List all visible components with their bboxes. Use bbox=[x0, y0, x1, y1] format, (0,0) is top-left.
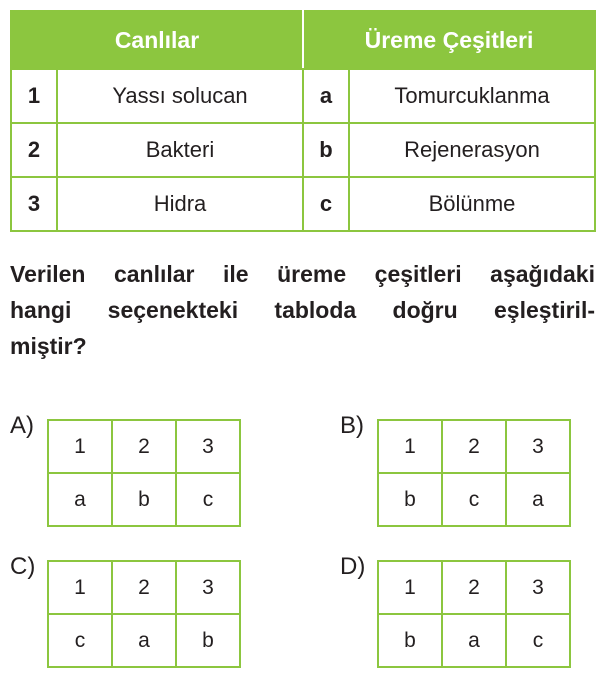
option-c-table[interactable] bbox=[47, 560, 241, 668]
table-row bbox=[11, 69, 595, 123]
option-cell: 2 bbox=[442, 420, 506, 473]
option-cell: c bbox=[176, 473, 240, 526]
option-b-label[interactable]: B) bbox=[340, 412, 364, 439]
question-line: hangi seçenekteki tabloda doğru eşleştiril- bbox=[10, 297, 595, 323]
option-cell: 1 bbox=[48, 420, 112, 473]
header-reproduction-types: Üreme Çeşitleri bbox=[303, 11, 595, 69]
option-a-label[interactable]: A) bbox=[10, 412, 34, 439]
question-text bbox=[10, 256, 595, 364]
row-number: 1 bbox=[11, 69, 57, 123]
organism-reproduction-table bbox=[10, 10, 596, 232]
option-cell: 3 bbox=[176, 561, 240, 614]
option-d-label[interactable]: D) bbox=[340, 553, 366, 580]
option-cell: 2 bbox=[442, 561, 506, 614]
option-cell: b bbox=[378, 473, 442, 526]
organism-cell: Hidra bbox=[57, 177, 303, 231]
option-a-table[interactable] bbox=[47, 419, 241, 527]
option-cell: 3 bbox=[506, 420, 570, 473]
option-d-table[interactable] bbox=[377, 560, 571, 668]
option-b-table[interactable] bbox=[377, 419, 571, 527]
option-cell: a bbox=[442, 614, 506, 667]
table-row bbox=[11, 123, 595, 177]
table-header-row bbox=[11, 11, 595, 69]
option-cell: a bbox=[506, 473, 570, 526]
option-cell: 1 bbox=[48, 561, 112, 614]
header-organisms: Canlılar bbox=[11, 11, 303, 69]
option-cell: a bbox=[48, 473, 112, 526]
option-cell: b bbox=[378, 614, 442, 667]
organism-cell: Bakteri bbox=[57, 123, 303, 177]
option-cell: c bbox=[442, 473, 506, 526]
row-letter: a bbox=[303, 69, 349, 123]
row-number: 3 bbox=[11, 177, 57, 231]
option-cell: b bbox=[112, 473, 176, 526]
option-cell: 1 bbox=[378, 420, 442, 473]
question-line: Verilen canlılar ile üreme çeşitleri aşağıdaki bbox=[10, 261, 595, 287]
option-cell: c bbox=[506, 614, 570, 667]
reproduction-type-cell: Tomurcuklanma bbox=[349, 69, 595, 123]
reproduction-type-cell: Rejenerasyon bbox=[349, 123, 595, 177]
row-letter: b bbox=[303, 123, 349, 177]
option-cell: b bbox=[176, 614, 240, 667]
option-cell: c bbox=[48, 614, 112, 667]
option-cell: 1 bbox=[378, 561, 442, 614]
option-cell: 2 bbox=[112, 561, 176, 614]
option-c-label[interactable]: C) bbox=[10, 553, 36, 580]
row-letter: c bbox=[303, 177, 349, 231]
row-number: 2 bbox=[11, 123, 57, 177]
option-cell: 2 bbox=[112, 420, 176, 473]
option-cell: a bbox=[112, 614, 176, 667]
organism-cell: Yassı solucan bbox=[57, 69, 303, 123]
reproduction-type-cell: Bölünme bbox=[349, 177, 595, 231]
table-row bbox=[11, 177, 595, 231]
option-cell: 3 bbox=[506, 561, 570, 614]
option-cell: 3 bbox=[176, 420, 240, 473]
question-line: miştir? bbox=[10, 333, 87, 359]
